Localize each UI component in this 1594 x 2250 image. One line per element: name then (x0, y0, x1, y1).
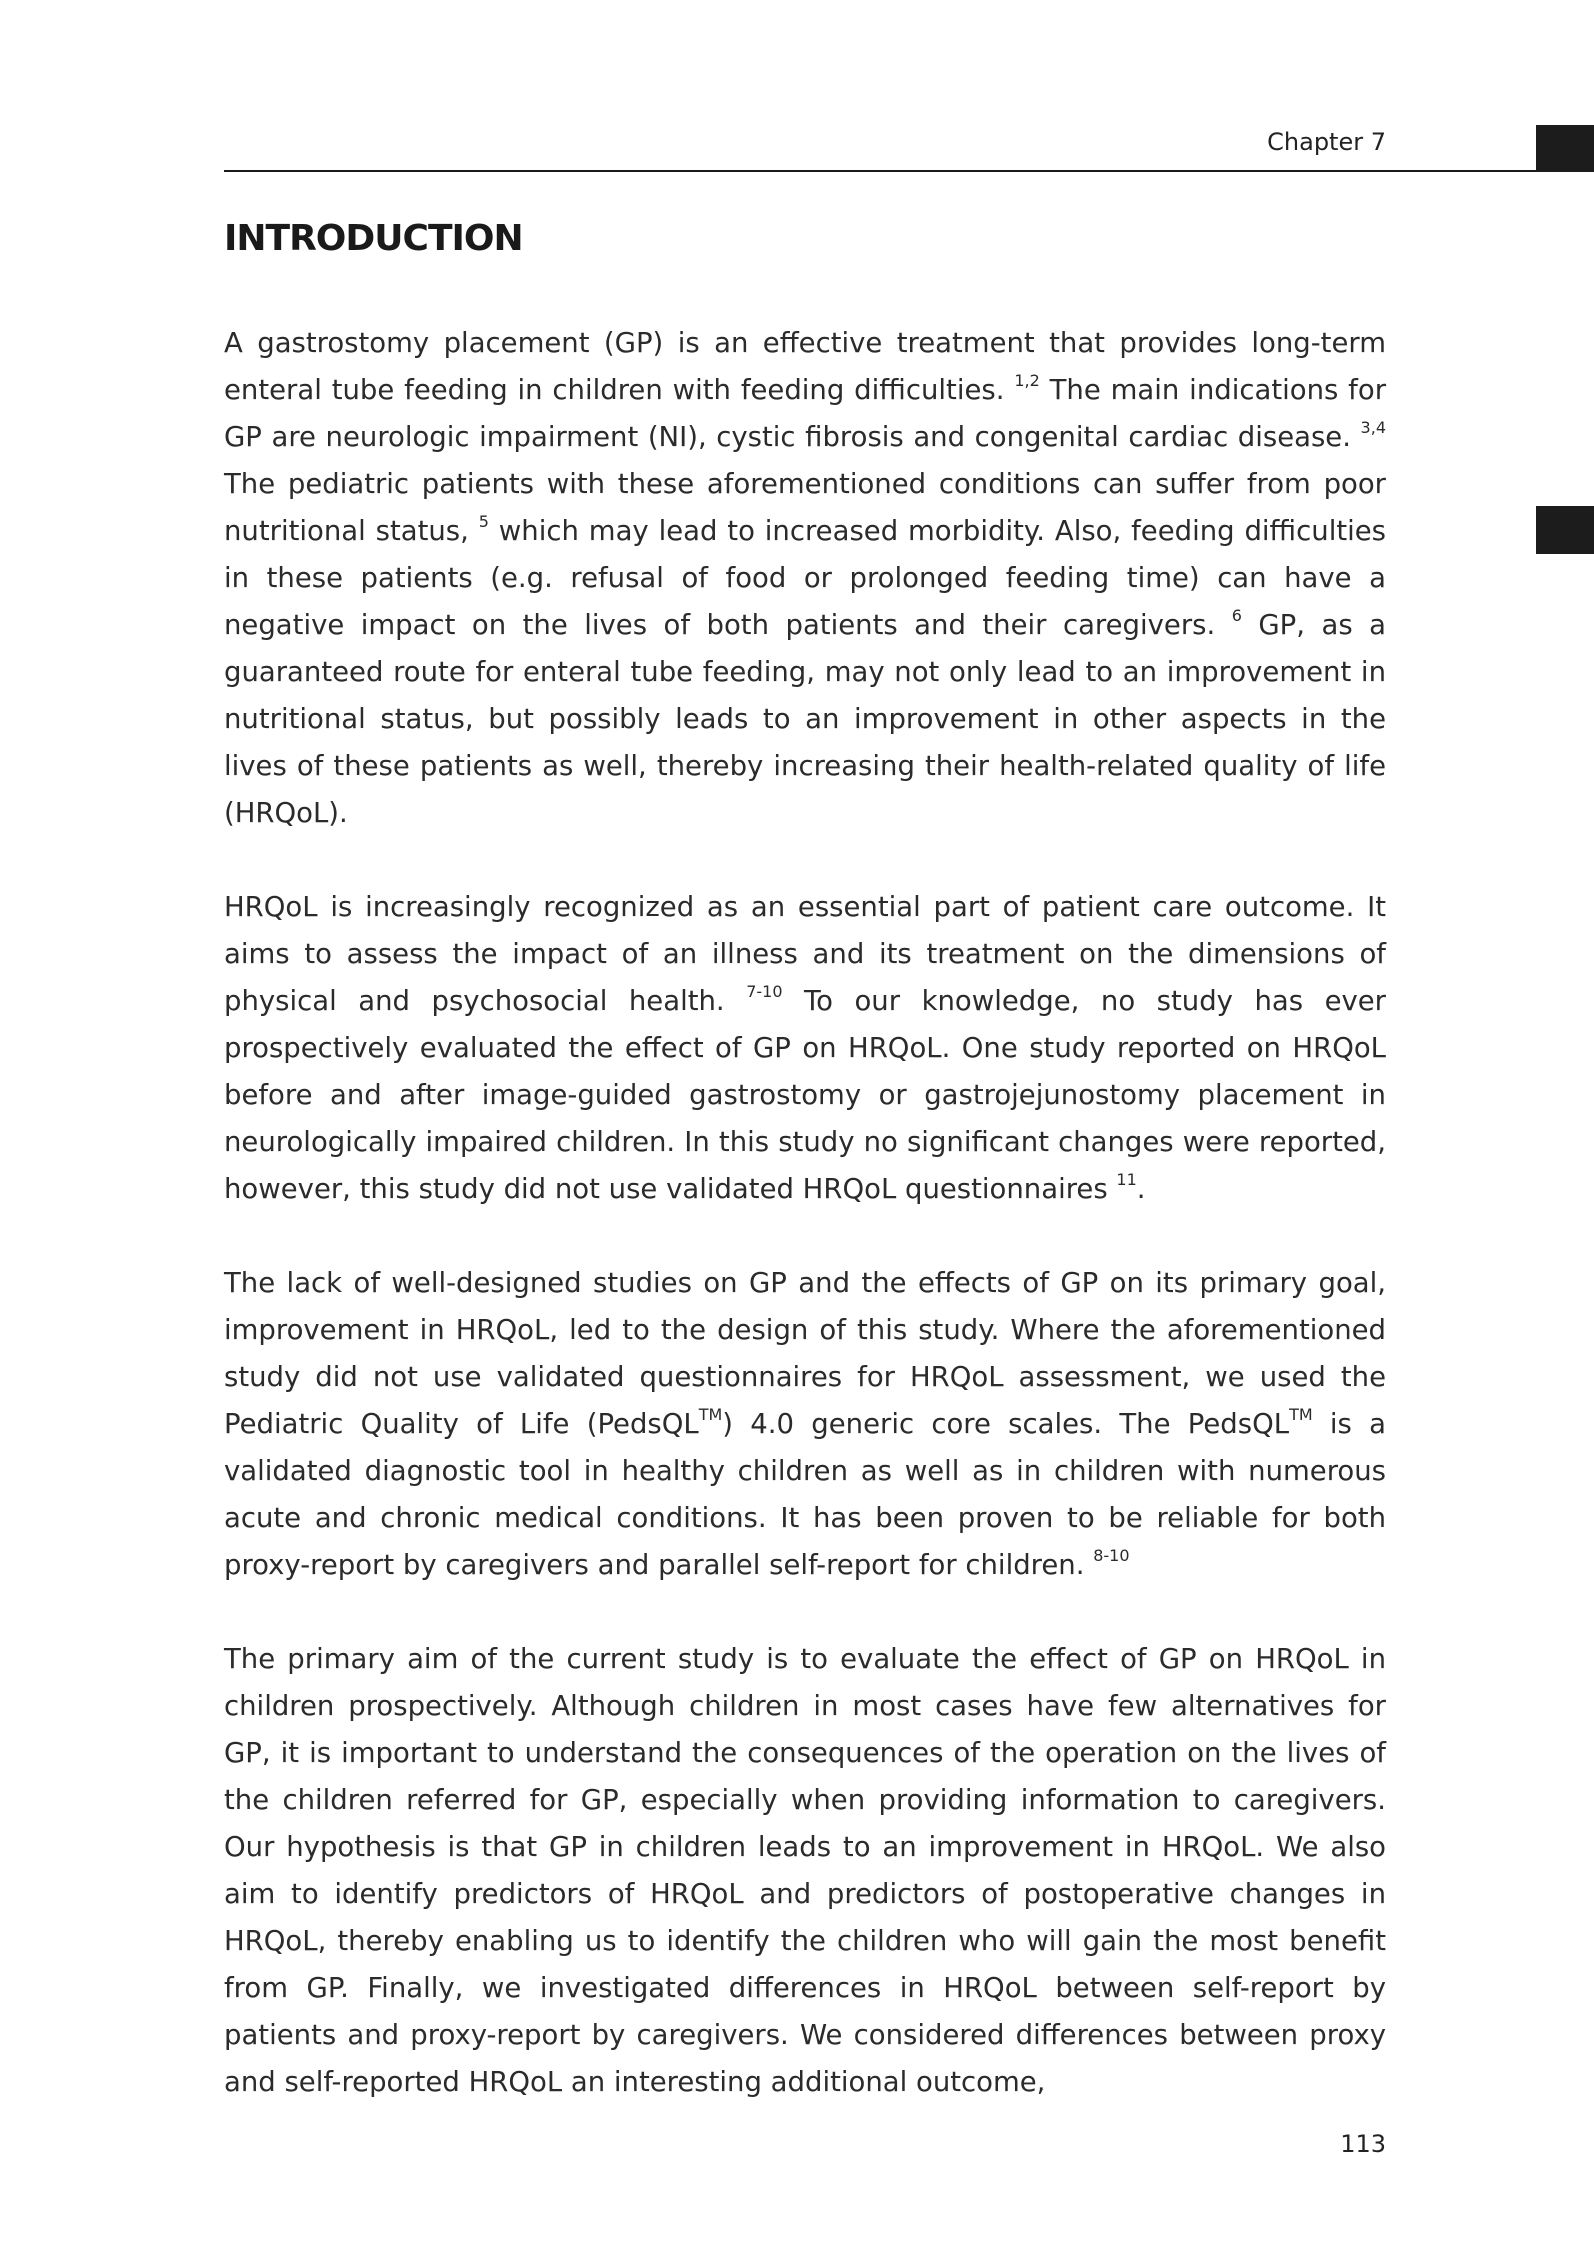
text-run: A gastrostomy placement (GP) is an effective treatment that provides long-term enteral tube feeding in children with feeding difficulties. (224, 327, 1386, 406)
section-title: INTRODUCTION (224, 218, 523, 259)
text-run: The lack of well-designed studies on GP and the effects of GP on its primary goal, improvement in HRQoL, led to the design of this study. Where the aforementioned study did not use validated questionnaires for HRQoL assessment, we used the Pediatric Quality of Life (PedsQL (224, 1267, 1386, 1440)
paragraph-2 (224, 884, 1386, 1213)
paragraph-4 (224, 1636, 1386, 2106)
citation: 7-10 (746, 982, 783, 1001)
citation: 1,2 (1014, 371, 1040, 390)
text-run: The primary aim of the current study is to evaluate the effect of GP on HRQoL in children prospectively. Although children in most cases have few alternatives for GP, it is important to understand the consequences of the operation on the lives of the children referred for GP, especially when providing information to caregivers. Our hypothesis is that GP in children leads to an improvement in HRQoL. We also aim to identify predictors of HRQoL and predictors of postoperative changes in HRQoL, thereby enabling us to identify the children who will gain the most benefit from GP. Finally, we investigated differences in HRQoL between self-report by patients and proxy-report by caregivers. We considered differences between proxy and self-reported HRQoL an interesting additional outcome, (224, 1643, 1386, 2098)
body-text (224, 320, 1386, 2106)
citation: 5 (478, 512, 489, 531)
trademark: TM (698, 1405, 723, 1424)
paragraph-1 (224, 320, 1386, 837)
chapter-label: Chapter 7 (1267, 128, 1386, 156)
text-run: ) 4.0 generic core scales. The PedsQL (722, 1408, 1290, 1440)
text-run: To our knowledge, no study has ever prospectively evaluated the effect of GP on HRQoL. One study reported on HRQoL before and after image-guided gastrostomy or gastrojejunostomy placement in neurologically impaired children. In this study no significant changes were reported, however, this study did not use validated HRQoL questionnaires (224, 985, 1386, 1205)
text-run: which may lead to increased morbidity. Also, feeding difficulties in these patients (e.g. refusal of food or prolonged feeding time) can have a negative impact on the lives of both patients and their caregivers. (224, 515, 1387, 641)
chapter-thumb-tab (1536, 125, 1594, 172)
trademark: TM (1289, 1405, 1313, 1424)
paragraph-3 (224, 1260, 1386, 1589)
text-run: GP, as a guaranteed route for enteral tube feeding, may not only lead to an improvement in nutritional status, but possibly leads to an improvement in other aspects in the lives of these patients as well, thereby increasing their health-related quality of life (HRQoL). (224, 609, 1387, 829)
citation: 3,4 (1360, 418, 1386, 437)
text-run: HRQoL is increasingly recognized as an essential part of patient care outcome. It aims to assess the impact of an illness and its treatment on the dimensions of physical and psychosocial health. (224, 891, 1386, 1017)
citation: 6 (1231, 606, 1242, 625)
text-run: . (1136, 1173, 1146, 1205)
page-number: 113 (1340, 2130, 1386, 2158)
text-run: is a validated diagnostic tool in healthy children as well as in children with numerous acute and chronic medical conditions. It has been proven to be reliable for both proxy-report by caregivers and parallel self-report for children. (224, 1408, 1386, 1581)
header-rule (224, 170, 1594, 172)
text-run: The pediatric patients with these aforementioned conditions can suffer from poor nutritional status, (224, 468, 1386, 547)
citation: 11 (1116, 1170, 1137, 1189)
text-run: The main indications for GP are neurologic impairment (NI), cystic fibrosis and congenital cardiac disease. (224, 374, 1386, 453)
section-thumb-tab (1536, 506, 1594, 554)
citation: 8-10 (1093, 1546, 1130, 1565)
